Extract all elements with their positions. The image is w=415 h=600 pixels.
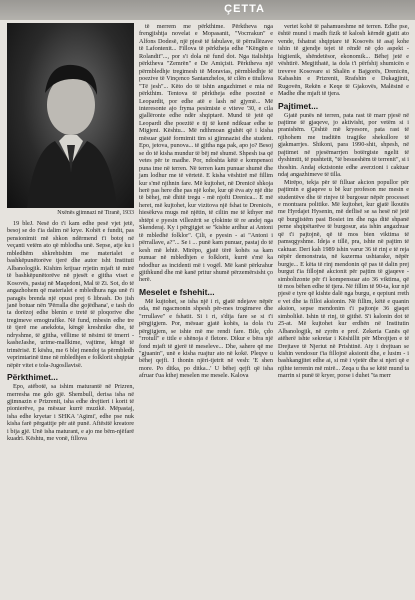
body-paragraph: Mirëpo, tekja për të filluar akcion popullor për pajtimin e gjaqeve u bë kur profeson me mesin e studentëve dhe të rinjve të burgosur nëpër processet e montuara politike. Më kujtohet, kur gjatë lkoutës me Hyrdajet Hysenin, më deflisë se sa hesë në jetë që burgjistëm pasi Bosiet im dhe nga ditë shpanë peme shqipëtarëve të burgosur, ata ishin angazhuar që t'i pajtojnë, që të mos bien viktima të pamsqgyshme. Ideja e tillë, pra, ishte në pajtim të caktuar. Deri kah 1989 ishin varur 36 të rinj e të reja nëpër demonstrata, në kazerma ushtarake, nëpër burgje... E këta të rinj mendonin që pas të dalin prej burgut t'ia fillojnë akcionit për pajtim të gjaqeve - simbolizonte për t'i kompensuar ato 36 viktima, që të mos bëhen edhe të tjera. Në fillim të 90-ta, kur një pjesë e tyre që kishte dalë nga burgu, e qepiuni rreth e vet dhe ia filloi aksionin. Në fillim, këtë e quanin aksion, sepse mendonim t'i pajtonje 36 gjaqet simbolikë. Ishin të rinj, të gjithë. S'i kalonin dot të 25-at. Më kujtohet kur erdhën në Institutin Albanologjik, në zyrën e prof. Zekeria Canës që atëherë ishte sekretar i Këshillit për Mbrojtjen e të Drejtave të Njeriut në Prishtinë. Aty i drejtuan se kishin vendosur t'ia fillojnë aksionit dhe, e lusim - i bashkangjitet edhe ai, si më i vjetër dhe si njeri që e njihte terrenin më mirë... Zeqa u tha se këtë mund ta marrin si punë të kryer, porse i duhet "ta merr [278,178,409,380]
portrait-figure [7,23,134,208]
subheading-pajtimet: Pajtimet... [278,100,319,111]
body-paragraph: Gjatë punës në terren, pata rast të marr pjesë në pajtime të gjaqeve, jo aktivisht, por vetëm si i pranishëm. Çështë më kryesore, pata rast të njihohem me traditën tragjike shekullore të gjakmarrjes. Shikoni, para 1990-shit, shpesh, në pajtimet në pjesëmarrjen botërgiste ngelit të dyshimtit, të pushtetit, "të besueshëm të terrenit", si i thoshin. Andaj ekzistonte edhe averzioni i caktuar ndaj angazhimeve të tilla. [278,111,410,179]
photo-caption: Nxënës gjimnazi në Tiranë, 1933 [57,210,134,216]
body-paragraph: Më kujtohet, se isha një i ri, gjatë ndejave nëpër oda, më ngacmonin shpesh për-mes trogimeve dhe "rrrullave" e fshatit. Si i ri, s'dija fare se si t'i përgjigjem. Por, mësuar gjatë kohës, ia dola t'u përgjigjem, se ishte më me rendi fare. Bile, çdo "rrotull" e title e shënoja ë fletore. Dikur e bëra një fond mjaft të gjerë të meseleve... Dhe, sahere që me "gjuanin", unë e kisha ruajtur ato në kokë. Pleqve u bëhej qejfi. I thonin njëri-tjetrit në vesh: 'E shen more. Po ditka, po ditka...' U bëhej qejfi që isha afruar t'ua kthej meselen me mesele. Kalova [139,297,273,380]
column-3 [278,23,409,380]
column-2 [139,23,273,380]
body-paragraph: 19 bleJ. Nesë do t'i kam edhe pesë vjet jetë, besoj se do t'ia dalim në krye. Kohët e fundit, pas pensionimit më shkon ndërmend t'i botoj në veçanti vetëm ato që mblodha unë. Sepse, atje ku i mbledhëm shkrehtshim me materialet e bashkëpunëtorëve tjerë dhe autor isht Instituti Albanologjik. Kishim krijuar rrjetin mjaft të mirë të bashkëpunëtorëve në pjesët e gjitha viset e Kosovës, pastaj në Maqedoni, Mal të Zi. Sot, do të angazhohem që materialet e mbledhura nga unë t'i paragës brenda një opusi prej 6 librash. Do jish janë botuar nën 'Përralla dhe gojëdhana', e tash do ta dorëzoj edhe blenin e tretë të ploqorive dhe tregimeve emogtrafike. Në fund, mbesin edhe tre të tjerë me anekdota, këngë kreshnike dhe, të ndryshme, të gjitha, vëllime të nësimi të tmerri - kasheJashe, urime-mallkime, vajtime, këngë të trimërisë. E këshu, me 6 blej mendoj ta përmbledh veprimtarinë time në mbledhjen e folklorit shqiptar nëpër vitet e tola-Jugosllavisë. [7,220,134,369]
body-paragraph: Epo, atëbotë, sa ishim maturantë në Prizren, merresha me gdo gjë. Shembull, derisa isha në gjimnazin e Prizrenit, isha edhe drejtieri i korit të pionierëve, pa mësuar kurrë muzikë. Mëpastaj, isha edhe kryetar i SHKA 'Agimi', edhe pse nuk kisha farë përgatitje për atë punë. Aftësitë kreatore i bija gjë. Unë isha maturant, e ajo me bëm-njëfarë kuadri. Kështu, me vonë, fillova [7,383,134,443]
subheading-meselet: Meselet e fshehit... [139,286,215,297]
portrait-photo [7,23,134,208]
body-paragraph: vertet kohë të pahamueshme në terren. Edhe pse, është mund i madh fizik të kalosh kërndë gjatit ato vende, fshatrat shqiptare të Kosovës të asaj kohe ishin të gjendje tejet të rëndë në çdo aspekt - higjienik, shëndetësor, ekonomik... Bëhej jetë e vështirë. Megjithatë, ia dola t'i përfshij shumicën e treveve Kosovare si Shalën e Bajgorës, Drenicën, Kabashin e Prizrenit, Rrafshin e Dukagjinit, Rugovën, Rekën e Keqe të Gjakovës, Malësinë e Madhe dhe mjaft të tjera. [278,23,409,98]
subheading-perkthimet: Përkthimet... [7,372,59,383]
section-header-bar [0,0,415,20]
body-paragraph: të merrem me përkthime. Përktheva nga frengjishtja novelat e Mopasanit, "Vocrrakun" e Alfons Dodesë, një pjesë të fabulave, të përrallëzave të Lafontenit... Fillova të përktheja edhe "Këngën e Rolandit"..., por s'i dola në fund dot. Nga italishtja përktheva "Zemrën" e De Amiçisit. Përktheva një përmbledhje tregimesh të Moravias, përmbledhje të poezive të Vinçenco Santanzhelos, të cilën e titullova "Të jesh"... Këto do të ishin angazhimet e mia në përkthim. Tentova të përktheja edhe poezinë e Leopardit, por edhe atë e lash në gjymë... Më interesonte ajo fryma pesimiste e viteve '30, e cila gjallëronte edhe ndër shqiptarë. Mund të jetë që Leopardi dhe poezitë e tij të kenë ndikuar edhe te Migjeni. Kështu... Më ndihmoan gjuhët që i kisha mësuar gjatë formimit tim si gjimnazist dhe student. Epo, jetova, punova... të gjitha nga pak, apo jo? Besoj se do të kisha mundur të bëj më shumë. Shpesh isa që vetes për te madhe. Por, ndoshta këtë e kompensoi puna ime në terren. Në terren kam punuar shumë dhe jam lodhur me të vërtetë. E kisha vështirë më fillim kur s'më njihnin fare. Më kujtohet, në Drenicë shkoja herë pas here dhe pas një kohe, kur që ëva aty një dite të bëhej, më dhitë tregu - më njofti Drenica... E më heret, më kujtohet, kur vizitova një fshat te Drenicës, hiesëkrva mugs më njëtin, të ciliin me të kthyer më shtëpi e pyesin villezërit se çfokinte të re andej nga Skenderaj. Ky i përgjigjet se "kishte ardhur ai Antoni të mbledhë folklor". Çili, e pyesin - ai "Antoni i përrallave, a?"... Se i ... punë kam punuar, pastaj do të kesh më lehtë. Mirëpo, gjatë tërë kohës sa kam punuar në mbledhjen e folklorit, kurrë s'më ka ndodhur as incidenti më i vogël. Më kanë përkrahur gjithkund dhe më kanë pritur shumë përzemërsisht ço herë. [139,23,273,284]
column-1 [7,23,134,443]
section-title: ÇETTA [224,3,265,15]
